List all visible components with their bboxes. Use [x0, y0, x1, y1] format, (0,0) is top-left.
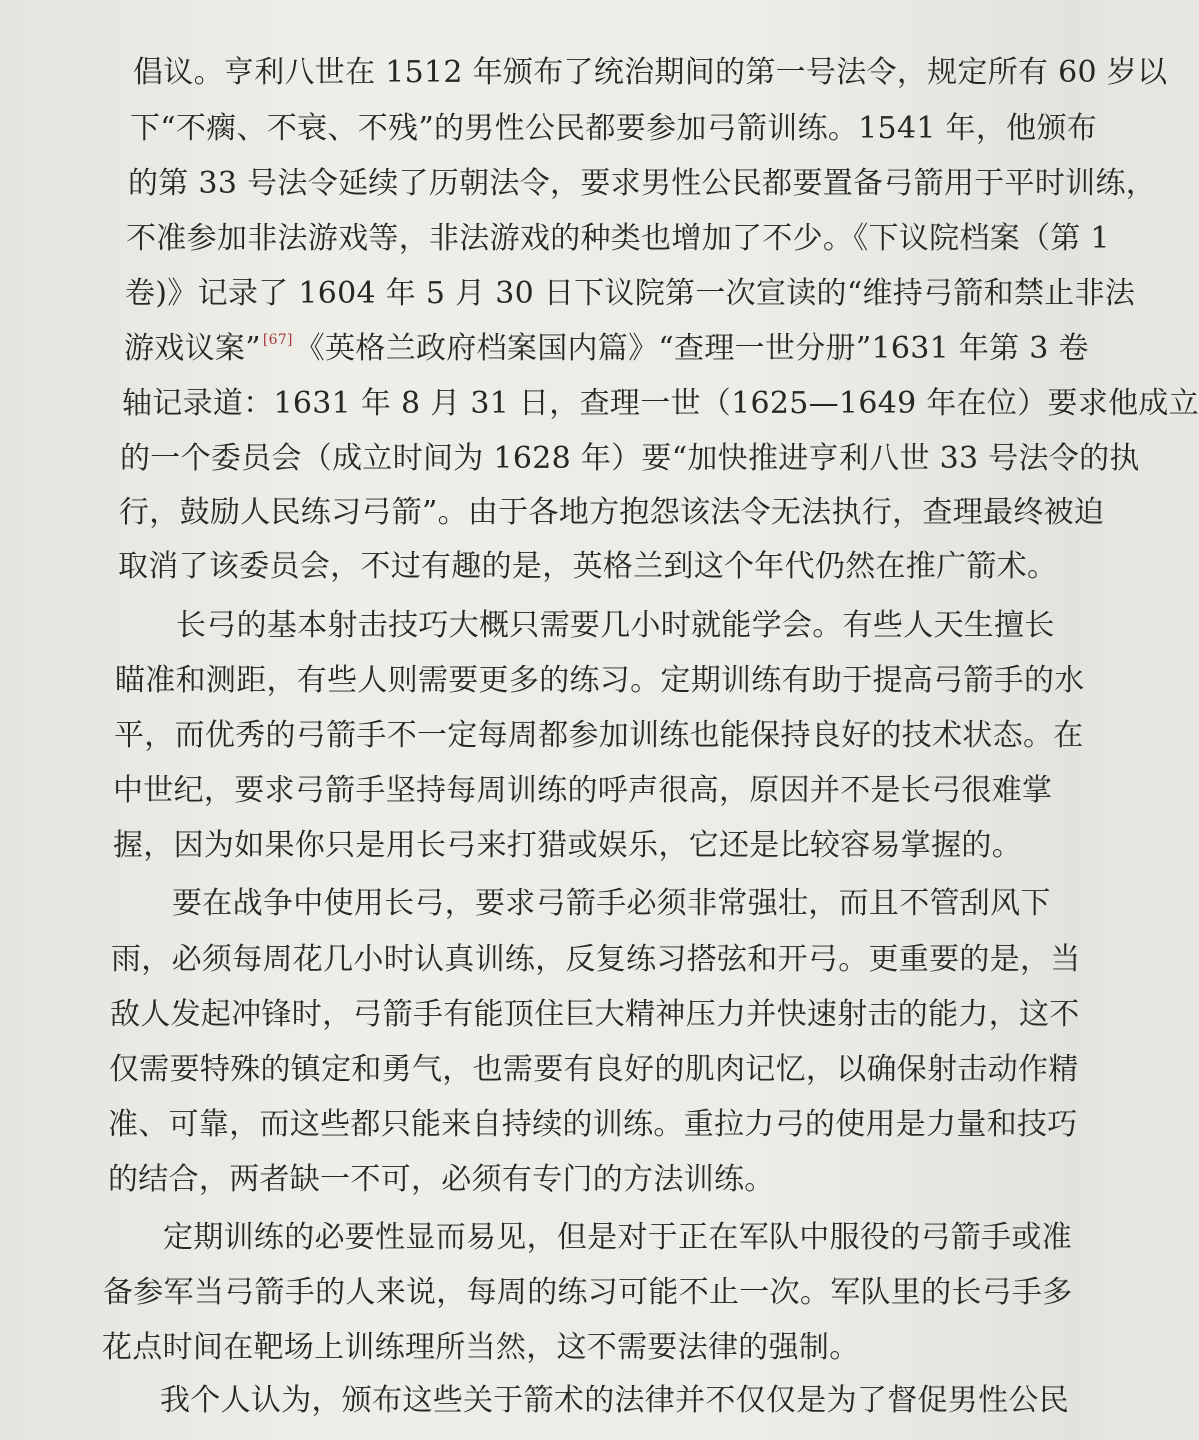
line-text: 轴记录道：1631 年 8 月 31 日，查理一世（1625—1649 年在位）要求他成立 [122, 386, 1199, 421]
line-text: 的结合，两者缺一不可，必须有专门的方法训练。 [108, 1162, 775, 1197]
line-text: 平，而优秀的弓箭手不一定每周都参加训练也能保持良好的技术状态。在 [114, 718, 1084, 753]
text-line [0, 1325, 1080, 1371]
footnote-marker[interactable]: [67] [262, 332, 293, 348]
text-line [0, 1102, 1080, 1148]
line-text: 仅需要特殊的镇定和勇气，也需要有良好的肌肉记忆，以确保射击动作精 [109, 1052, 1079, 1087]
line-text: 准、可靠，而这些都只能来自持续的训练。重拉力弓的使用是力量和技巧 [108, 1107, 1078, 1142]
line-text: 长弓的基本射击技巧大概只需要几小时就能学会。有些人天生擅长 [176, 608, 1055, 643]
text-line [0, 436, 1140, 482]
text-line [0, 326, 1089, 372]
line-text: 中世纪，要求弓箭手坚持每周训练的呼声很高，原因并不是长弓很难掌 [113, 773, 1053, 808]
line-text: 我个人认为，颁布这些关于箭术的法律并不仅仅是为了督促男性公民 [160, 1383, 1069, 1418]
text-line [0, 823, 1080, 869]
text-line [0, 881, 1080, 927]
line-text: 定期训练的必要性显而易见，但是对于正在军队中服役的弓箭手或准 [163, 1220, 1072, 1255]
line-text: 雨，必须每周花几小时认真训练，反复练习搭弦和开弓。更重要的是，当 [111, 942, 1081, 977]
text-line [0, 216, 1110, 262]
text-line [0, 992, 1080, 1038]
line-text: 倡议。亨利八世在 1512 年颁布了统治期间的第一号法令，规定所有 60 岁以 [133, 55, 1168, 90]
line-text: 的第 33 号法令延续了历朝法令，要求男性公民都要置备弓箭用于平时训练， [128, 166, 1157, 201]
text-line [0, 106, 1098, 152]
text-line [0, 1157, 1080, 1203]
line-text: 游戏议案” [124, 331, 261, 366]
text-line [0, 713, 1084, 759]
line-text: 《英格兰政府档案国内篇》“查理一世分册”1631 年第 3 卷 [294, 331, 1089, 366]
line-text: 卷)》记录了 1604 年 5 月 30 日下议院第一次宣读的“维持弓箭和禁止非法 [125, 276, 1136, 311]
line-text: 不准参加非法游戏等，非法游戏的种类也增加了不少。《下议院档案（第 1 [126, 221, 1110, 256]
text-line [0, 1215, 1080, 1261]
text-line [0, 50, 1168, 96]
text-line [0, 658, 1085, 704]
text-line [0, 937, 1080, 983]
text-line [0, 1270, 1080, 1316]
text-line [0, 1047, 1080, 1093]
text-line [0, 1378, 1080, 1424]
line-text: 备参军当弓箭手的人来说，每周的练习可能不止一次。军队里的长弓手多 [103, 1275, 1073, 1310]
text-line [0, 768, 1080, 814]
line-text: 要在战争中使用长弓，要求弓箭手必须非常强壮，而且不管刮风下 [172, 886, 1051, 921]
line-text: 行，鼓励人民练习弓箭”。由于各地方抱怨该法令无法执行，查理最终被迫 [119, 495, 1105, 530]
text-line [0, 490, 1105, 536]
line-text: 敌人发起冲锋时，弓箭手有能顶住巨大精神压力并快速射击的能力，这不 [110, 997, 1080, 1032]
line-text: 下“不瘸、不衰、不残”的男性公民都要参加弓箭训练。1541 年，他颁布 [130, 111, 1098, 146]
line-text: 的一个委员会（成立时间为 1628 年）要“加快推进亨利八世 33 号法令的执 [120, 441, 1140, 476]
text-line [0, 544, 1080, 590]
line-text: 花点时间在靶场上训练理所当然，这不需要法律的强制。 [102, 1330, 860, 1365]
line-text: 瞄准和测距，有些人则需要更多的练习。定期训练有助于提高弓箭手的水 [115, 663, 1085, 698]
line-text: 握，因为如果你只是用长弓来打猎或娱乐，它还是比较容易掌握的。 [113, 828, 1022, 863]
text-line [0, 271, 1136, 317]
text-line [0, 603, 1080, 649]
text-line [0, 381, 1199, 427]
text-line [0, 161, 1157, 207]
line-text: 取消了该委员会，不过有趣的是，英格兰到这个年代仍然在推广箭术。 [118, 549, 1058, 584]
